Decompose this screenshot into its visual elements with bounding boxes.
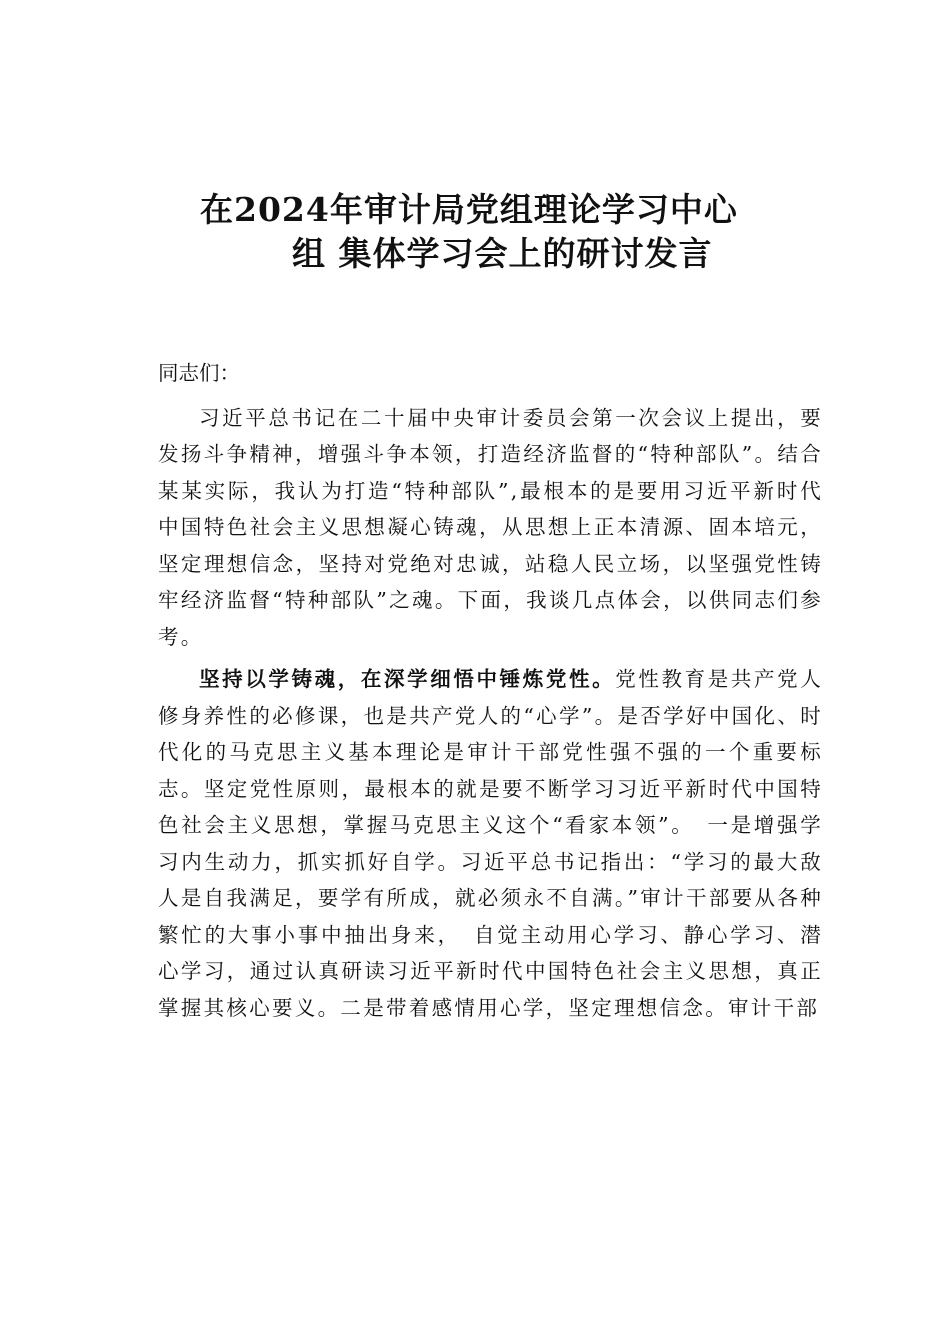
document-body xyxy=(158,355,823,1032)
paragraph-text: 党性教育是共产党人修身养性的必修课，也是共产党人的“心学”。是否学好中国化、时代化的马克思主义基本理论是审计干部党性强不强的一个重要标志。坚定党性原则，最根本的就是要不断学习习近平新时代中国特色社会主义思想，掌握马克思主义这个“看家本领”。 一是增强学习内生动力，抓实抓好自学。习近平总书记指出：“学习的最大敌人是自我满足，要学有所成，就必须永不自满。”审计干部要从各种繁忙的大事小事中抽出身来， 自觉主动用心学习、静心学习、潜心学习，通过认真研读习近平新时代中国特色社会主义思想，真正掌握其核心要义。二是带着感情用心学，坚定理想信念。审计干部 xyxy=(158,667,823,1020)
title-line-2: 组 集体学习会上的研讨发言 xyxy=(292,234,713,273)
paragraph-lead: 坚持以学铸魂，在深学细悟中锤炼党性。 xyxy=(199,667,616,691)
paragraph-text: 习近平总书记在二十届中央审计委员会第一次会议上提出，要发扬斗争精神，增强斗争本领，打造经济监督的“特种部队”。结合某某实际，我认为打造“特种部队”,最根本的是要用习近平新时代中国特色社会主义思想凝心铸魂，从思想上正本清源、固本培元，坚定理想信念，坚持对党绝对忠诚，站稳人民立场，以坚强党性铸牢经济监督“特种部队”之魂。下面，我谈几点体会，以供同志们参考。 xyxy=(158,405,823,649)
paragraph-study xyxy=(158,661,823,1026)
paragraph-intro xyxy=(158,400,823,656)
salutation: 同志们： xyxy=(158,361,240,385)
title-line-1: 在2024年审计局党组理论学习中心 xyxy=(200,190,738,229)
